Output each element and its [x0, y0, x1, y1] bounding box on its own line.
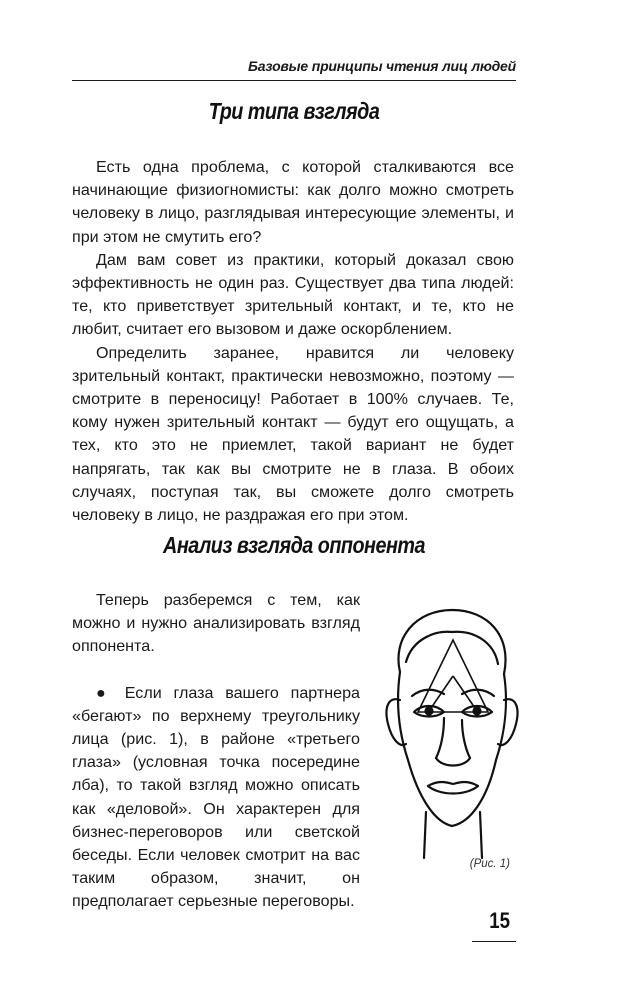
- bullet-paragraph: ● Если глаза вашего партнера «бегают» по верхнему треугольнику лица (рис. 1), в районе «третьего глаза» (условная точка посередине лба), то такой взгляд можно описать как «деловой». Он характерен для бизнес-переговоров или светской беседы. Если человек смотрит на вас таким образом, значит, он предполагает серьезные переговоры.: [72, 683, 360, 911]
- nose-base: [436, 758, 470, 766]
- face-illustration: [378, 600, 523, 860]
- page-number: 15: [489, 908, 510, 933]
- section-title-gaze-types: Три типа взгляда: [208, 98, 380, 124]
- nose-bridge: [436, 718, 444, 758]
- section-title-gaze-analysis: Анализ взгляда оппонента: [163, 532, 425, 558]
- upper-lip: [428, 782, 478, 786]
- footer-rule: [472, 941, 516, 942]
- neck-right: [480, 812, 482, 858]
- running-header: Базовые принципы чтения лиц людей: [248, 58, 516, 74]
- neck-left: [424, 812, 426, 858]
- paragraph: Есть одна проблема, с которой сталкиваются все начинающие физиогномисты: как долго можно смотреть человеку в лицо, разглядывая интересующие элементы, и при этом не смутить его?: [72, 158, 514, 246]
- section-body-gaze-types: [72, 156, 514, 527]
- header-rule: [72, 80, 516, 81]
- hair-line: [406, 632, 498, 664]
- lower-lip: [428, 786, 478, 794]
- paragraph: Дам вам совет из практики, который доказал свою эффективность не один раз. Существует два типа людей: те, кто приветствует зрительный контакт, и те, кто не любит, считает его вызовом и даже оскорблением.: [72, 250, 514, 339]
- paragraph: Теперь разберемся с тем, как можно и нужно анализировать взгляд оппонента.: [72, 591, 360, 656]
- figure-caption: (Рис. 1): [469, 858, 510, 870]
- section-body-gaze-analysis: [72, 589, 360, 914]
- paragraph: Определить заранее, нравится ли человеку зрительный контакт, практически невозможно, поэтому — смотрите в переносицу! Работает в 100% случаев. Те, кому нужен зрительный контакт — будут его ощущать, а тех, кто это не приемлет, такой вариант не будет напрягать, так как вы смотрите не в глаза. В обоих случаях, поступая так, вы сможете долго смотреть человеку в лицо, не раздражая его при этом.: [72, 343, 514, 525]
- nose-right: [462, 720, 470, 758]
